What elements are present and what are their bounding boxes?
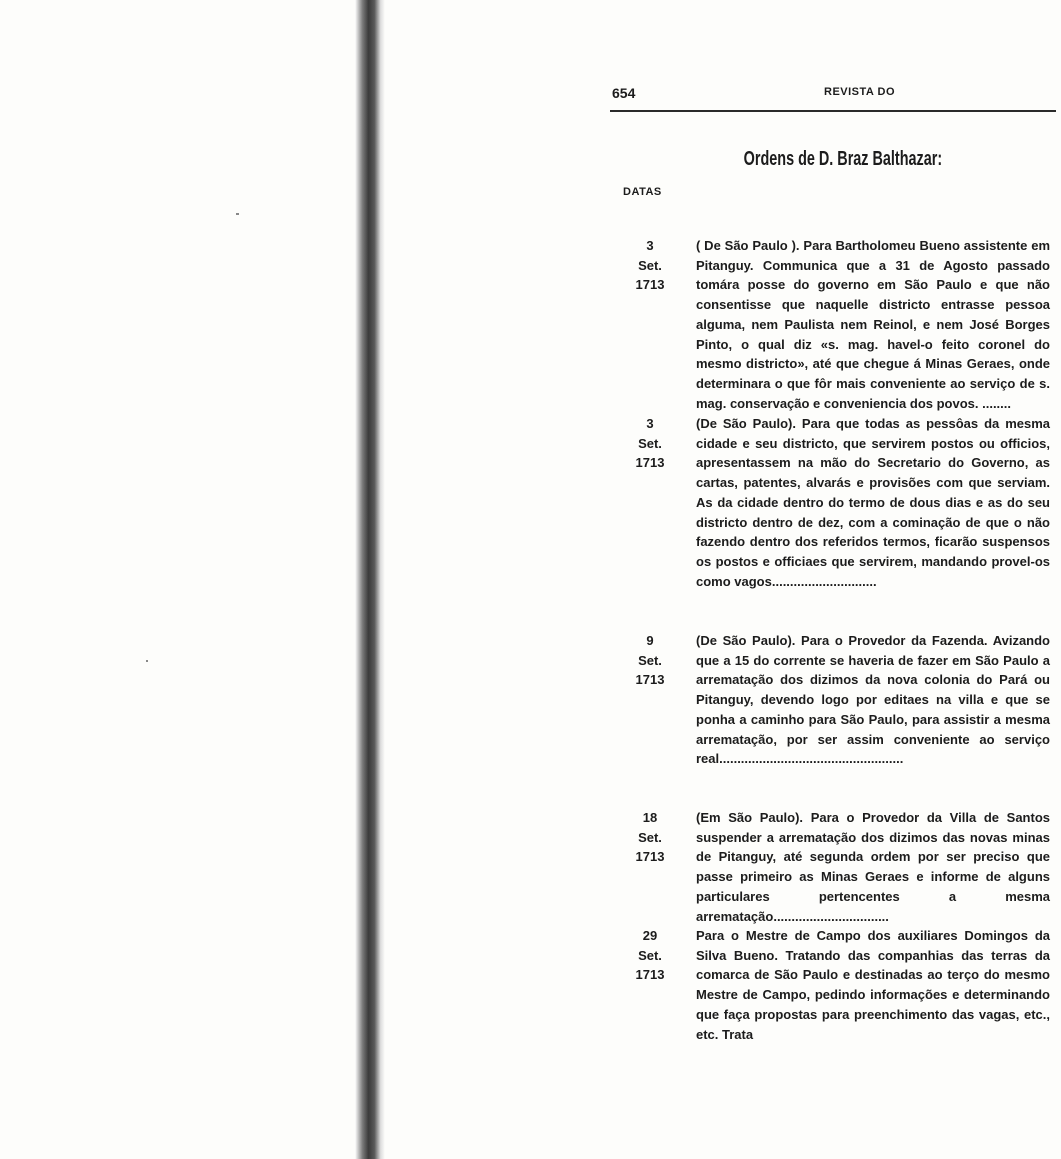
entry-day: 9 xyxy=(646,633,654,648)
entry-year: 1713 xyxy=(635,672,665,688)
entry-date xyxy=(612,631,688,690)
entry-day: 18 xyxy=(642,810,658,825)
paper-speck xyxy=(236,213,239,215)
dates-column-label: DATAS xyxy=(623,186,662,198)
entry-text: (De São Paulo). Para o Provedor da Fazenda. Avizando que a 15 do corrente se haveria de fazer em São Paulo a arrematação dos dizimos da nova colonia do Pará ou Pitanguy, devendo logo por editaes na villa e que se ponha a caminho para São Paulo, para assistir a mesma arrematação, por ser assim conveniente ao serviço real................................................... xyxy=(696,633,1050,767)
entry-text: Para o Mestre de Campo dos auxiliares Domingos da Silva Bueno. Tratando das companhias das terras da comarca de São Paulo e destinadas ao terço do mesmo Mestre de Campo, pedindo informações e determinando que faça propostas para preenchimento das vagas, etc., etc. Trata xyxy=(696,928,1050,1042)
entry-text: (Em São Paulo). Para o Provedor da Villa de Santos suspender a arrematação dos dizimos das novas minas de Pitanguy, até segunda ordem por ser preciso que passe primeiro as Minas Geraes e informe de alguns particulares pertencentes a mesma arrematação................................ xyxy=(696,810,1050,924)
entry-text: ( De São Paulo ). Para Bartholomeu Bueno assistente em Pitanguy. Communica que a 31 de Agosto passado tomára posse do governo em São Paulo e que não consentisse que naquelle districto entrasse pessoa alguma, nem Paulista nem Reinol, e nem José Borges Pinto, o qual diz «s. mag. havel-o feito coronel do mesmo districto», até que chegue á Minas Geraes, onde determinara o que fôr mais conveniente ao serviço de s. mag. conservação e conveniencia dos povos. ........ xyxy=(696,238,1050,411)
entry-year: 1713 xyxy=(635,849,665,865)
entry-month: Set. xyxy=(638,652,662,668)
entry-day: 29 xyxy=(642,928,658,943)
entry-date xyxy=(612,236,688,295)
entry-month: Set. xyxy=(638,435,662,451)
page-number: 654 xyxy=(612,85,636,101)
page-header xyxy=(612,85,1054,107)
entry-date xyxy=(612,414,688,473)
entry-month: Set. xyxy=(638,947,662,963)
entry-month: Set. xyxy=(638,829,662,845)
entry-year: 1713 xyxy=(635,277,665,293)
entry-day: 3 xyxy=(646,238,654,253)
paper-speck xyxy=(146,660,148,662)
section-title: Ordens de D. Braz Balthazar: xyxy=(743,148,943,170)
entry-text: (De São Paulo). Para que todas as pessôas da mesma cidade e seu districto, que servirem postos ou officios, apresentassem na mão do Secretario do Governo, as cartas, patentes, alvarás e provisões com que serviam. As da cidade dentro do termo de dous dias e as do seu districto dentro de dez, com a cominação de que o não fazendo dentro dos referidos termos, ficarão suspensos os postos e officiaes que servirem, mandando provel-os como vagos............................. xyxy=(696,416,1050,589)
entry-year: 1713 xyxy=(635,455,665,471)
entry-year: 1713 xyxy=(635,967,665,983)
entry-date xyxy=(612,926,688,985)
book-gutter-shadow xyxy=(355,0,385,1159)
running-head: REVISTA DO xyxy=(824,86,896,98)
header-rule xyxy=(610,110,1056,112)
entry-day: 3 xyxy=(646,416,654,431)
entry-month: Set. xyxy=(638,257,662,273)
entry-date xyxy=(612,808,688,867)
